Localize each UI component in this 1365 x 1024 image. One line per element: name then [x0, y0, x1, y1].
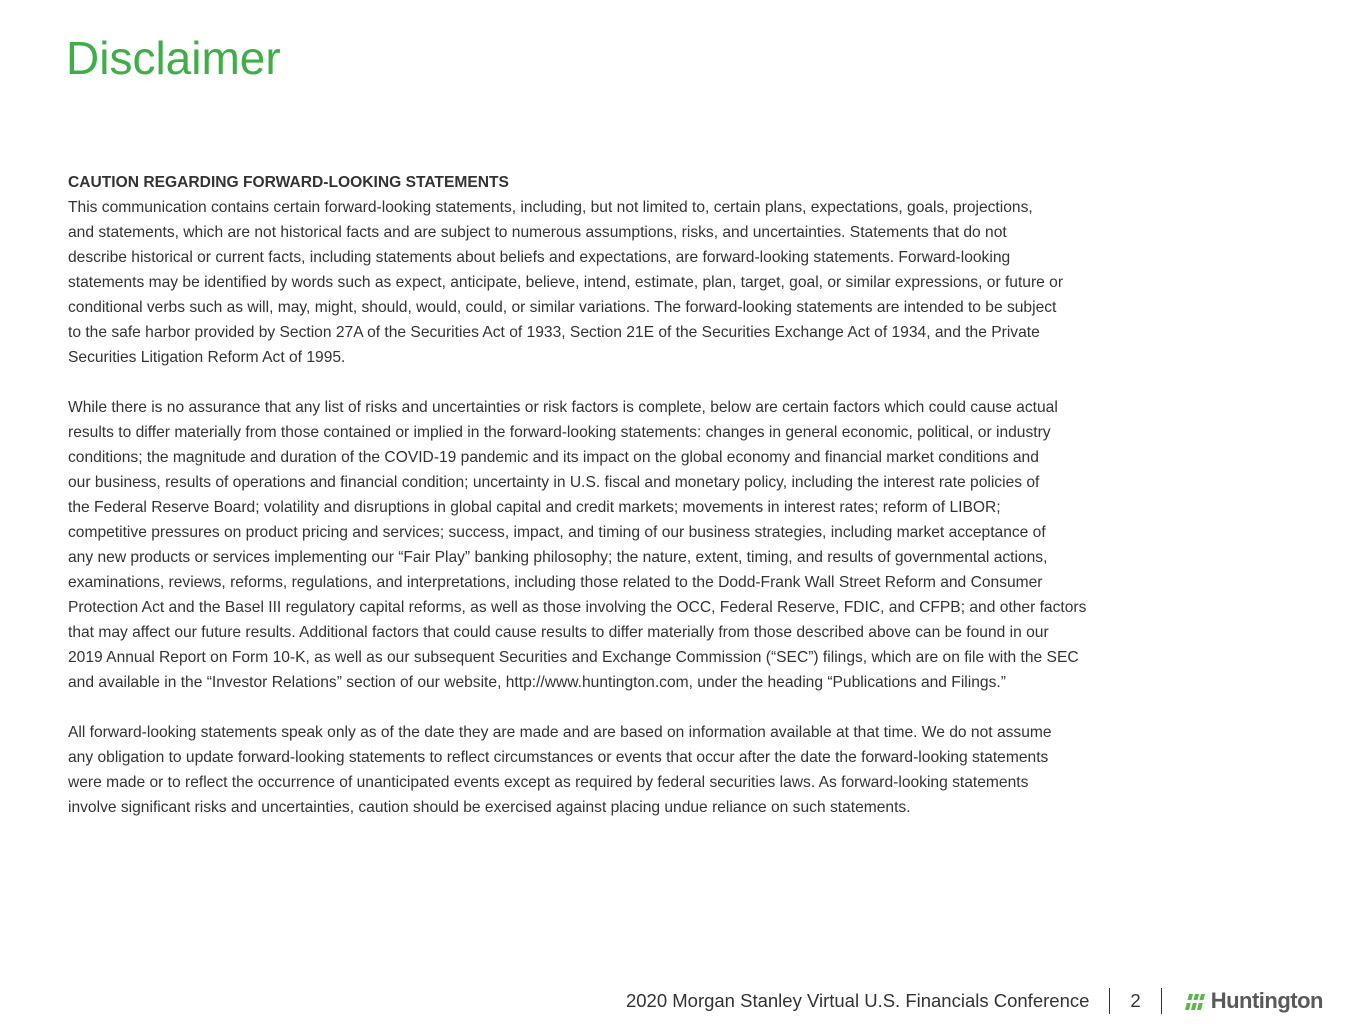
slide-title: Disclaimer — [66, 32, 281, 84]
paragraph-line: results to differ materially from those contained or implied in the forward-looking statements: changes in general economic, political, or industry — [68, 424, 1051, 441]
paragraph-line: describe historical or current facts, including statements about beliefs and expectations, are forward-looking statements. Forward-looking — [68, 249, 1011, 266]
paragraph-line: any obligation to update forward-looking statements to reflect circumstances or events that occur after the date the forward-looking statements — [68, 749, 1049, 766]
paragraph-line: our business, results of operations and financial condition; uncertainty in U.S. fiscal and monetary policy, including the interest rate policies of — [68, 474, 1040, 491]
paragraph-line: and statements, which are not historical facts and are subject to numerous assumptions, risks, and uncertainties. Statements that do not — [68, 224, 1007, 241]
paragraph-line: conditions; the magnitude and duration of the COVID-19 pandemic and its impact on the global economy and financial market conditions and — [68, 449, 1039, 466]
disclaimer-content — [68, 170, 1298, 845]
disclaimer-paragraph — [68, 195, 1298, 370]
paragraph-line: Protection Act and the Basel III regulatory capital reforms, as well as those involving the OCC, Federal Reserve, FDIC, and CFPB; and other factors — [68, 599, 1087, 616]
footer-conference-name: 2020 Morgan Stanley Virtual U.S. Financials Conference — [625, 990, 1090, 1011]
disclaimer-paragraph — [68, 395, 1298, 695]
disclaimer-paragraphs — [68, 195, 1298, 820]
paragraph-line: All forward-looking statements speak only as of the date they are made and are based on information available at that time. We do not assume — [68, 724, 1052, 741]
paragraph-line: involve significant risks and uncertainties, caution should be exercised against placing undue reliance on such statements. — [68, 799, 911, 816]
paragraph-line: the Federal Reserve Board; volatility and disruptions in global capital and credit markets; movements in interest rates; reform of LIBOR; — [68, 499, 1001, 516]
paragraph-line: 2019 Annual Report on Form 10-K, as well as our subsequent Securities and Exchange Commission (“SEC”) filings, which are on file with the SEC — [68, 649, 1079, 666]
footer-divider — [1109, 988, 1110, 1014]
footer-divider — [1161, 988, 1162, 1014]
huntington-logo — [1182, 988, 1323, 1014]
paragraph-line: and available in the “Investor Relations” section of our website, http://www.huntington.com, under the heading “Publications and Filings.” — [68, 674, 1006, 691]
paragraph-line: statements may be identified by words such as expect, anticipate, believe, intend, estimate, plan, target, goal, or similar expressions, or future or — [68, 274, 1064, 291]
page-number: 2 — [1130, 990, 1141, 1011]
paragraph-line: were made or to reflect the occurrence of unanticipated events except as required by federal securities laws. As forward-looking statements — [68, 774, 1029, 791]
disclaimer-heading: CAUTION REGARDING FORWARD-LOOKING STATEMENTS — [68, 174, 509, 191]
paragraph-line: While there is no assurance that any list of risks and uncertainties or risk factors is complete, below are certain factors which could cause actual — [68, 399, 1058, 416]
paragraph-line: examinations, reviews, reforms, regulations, and interpretations, including those related to the Dodd-Frank Wall Street Reform and Consumer — [68, 574, 1043, 591]
disclaimer-paragraph — [68, 720, 1298, 820]
huntington-logo-icon — [1182, 988, 1208, 1014]
paragraph-line: to the safe harbor provided by Section 27A of the Securities Act of 1933, Section 21E of the Securities Exchange Act of 1934, and the Private — [68, 324, 1040, 341]
paragraph-line: any new products or services implementing our “Fair Play” banking philosophy; the nature, extent, timing, and results of governmental actions, — [68, 549, 1048, 566]
paragraph-line: Securities Litigation Reform Act of 1995. — [68, 349, 346, 366]
paragraph-line: that may affect our future results. Additional factors that could cause results to differ materially from those described above can be found in our — [68, 624, 1049, 641]
slide-footer — [626, 984, 1323, 1018]
paragraph-line: This communication contains certain forward-looking statements, including, but not limited to, certain plans, expectations, goals, projections, — [68, 199, 1033, 216]
paragraph-line: competitive pressures on product pricing and services; success, impact, and timing of our business strategies, including market acceptance of — [68, 524, 1046, 541]
logo-wordmark: Huntington — [1210, 988, 1323, 1013]
paragraph-line: conditional verbs such as will, may, might, should, would, could, or similar variations. The forward-looking statements are intended to be subject — [68, 299, 1057, 316]
